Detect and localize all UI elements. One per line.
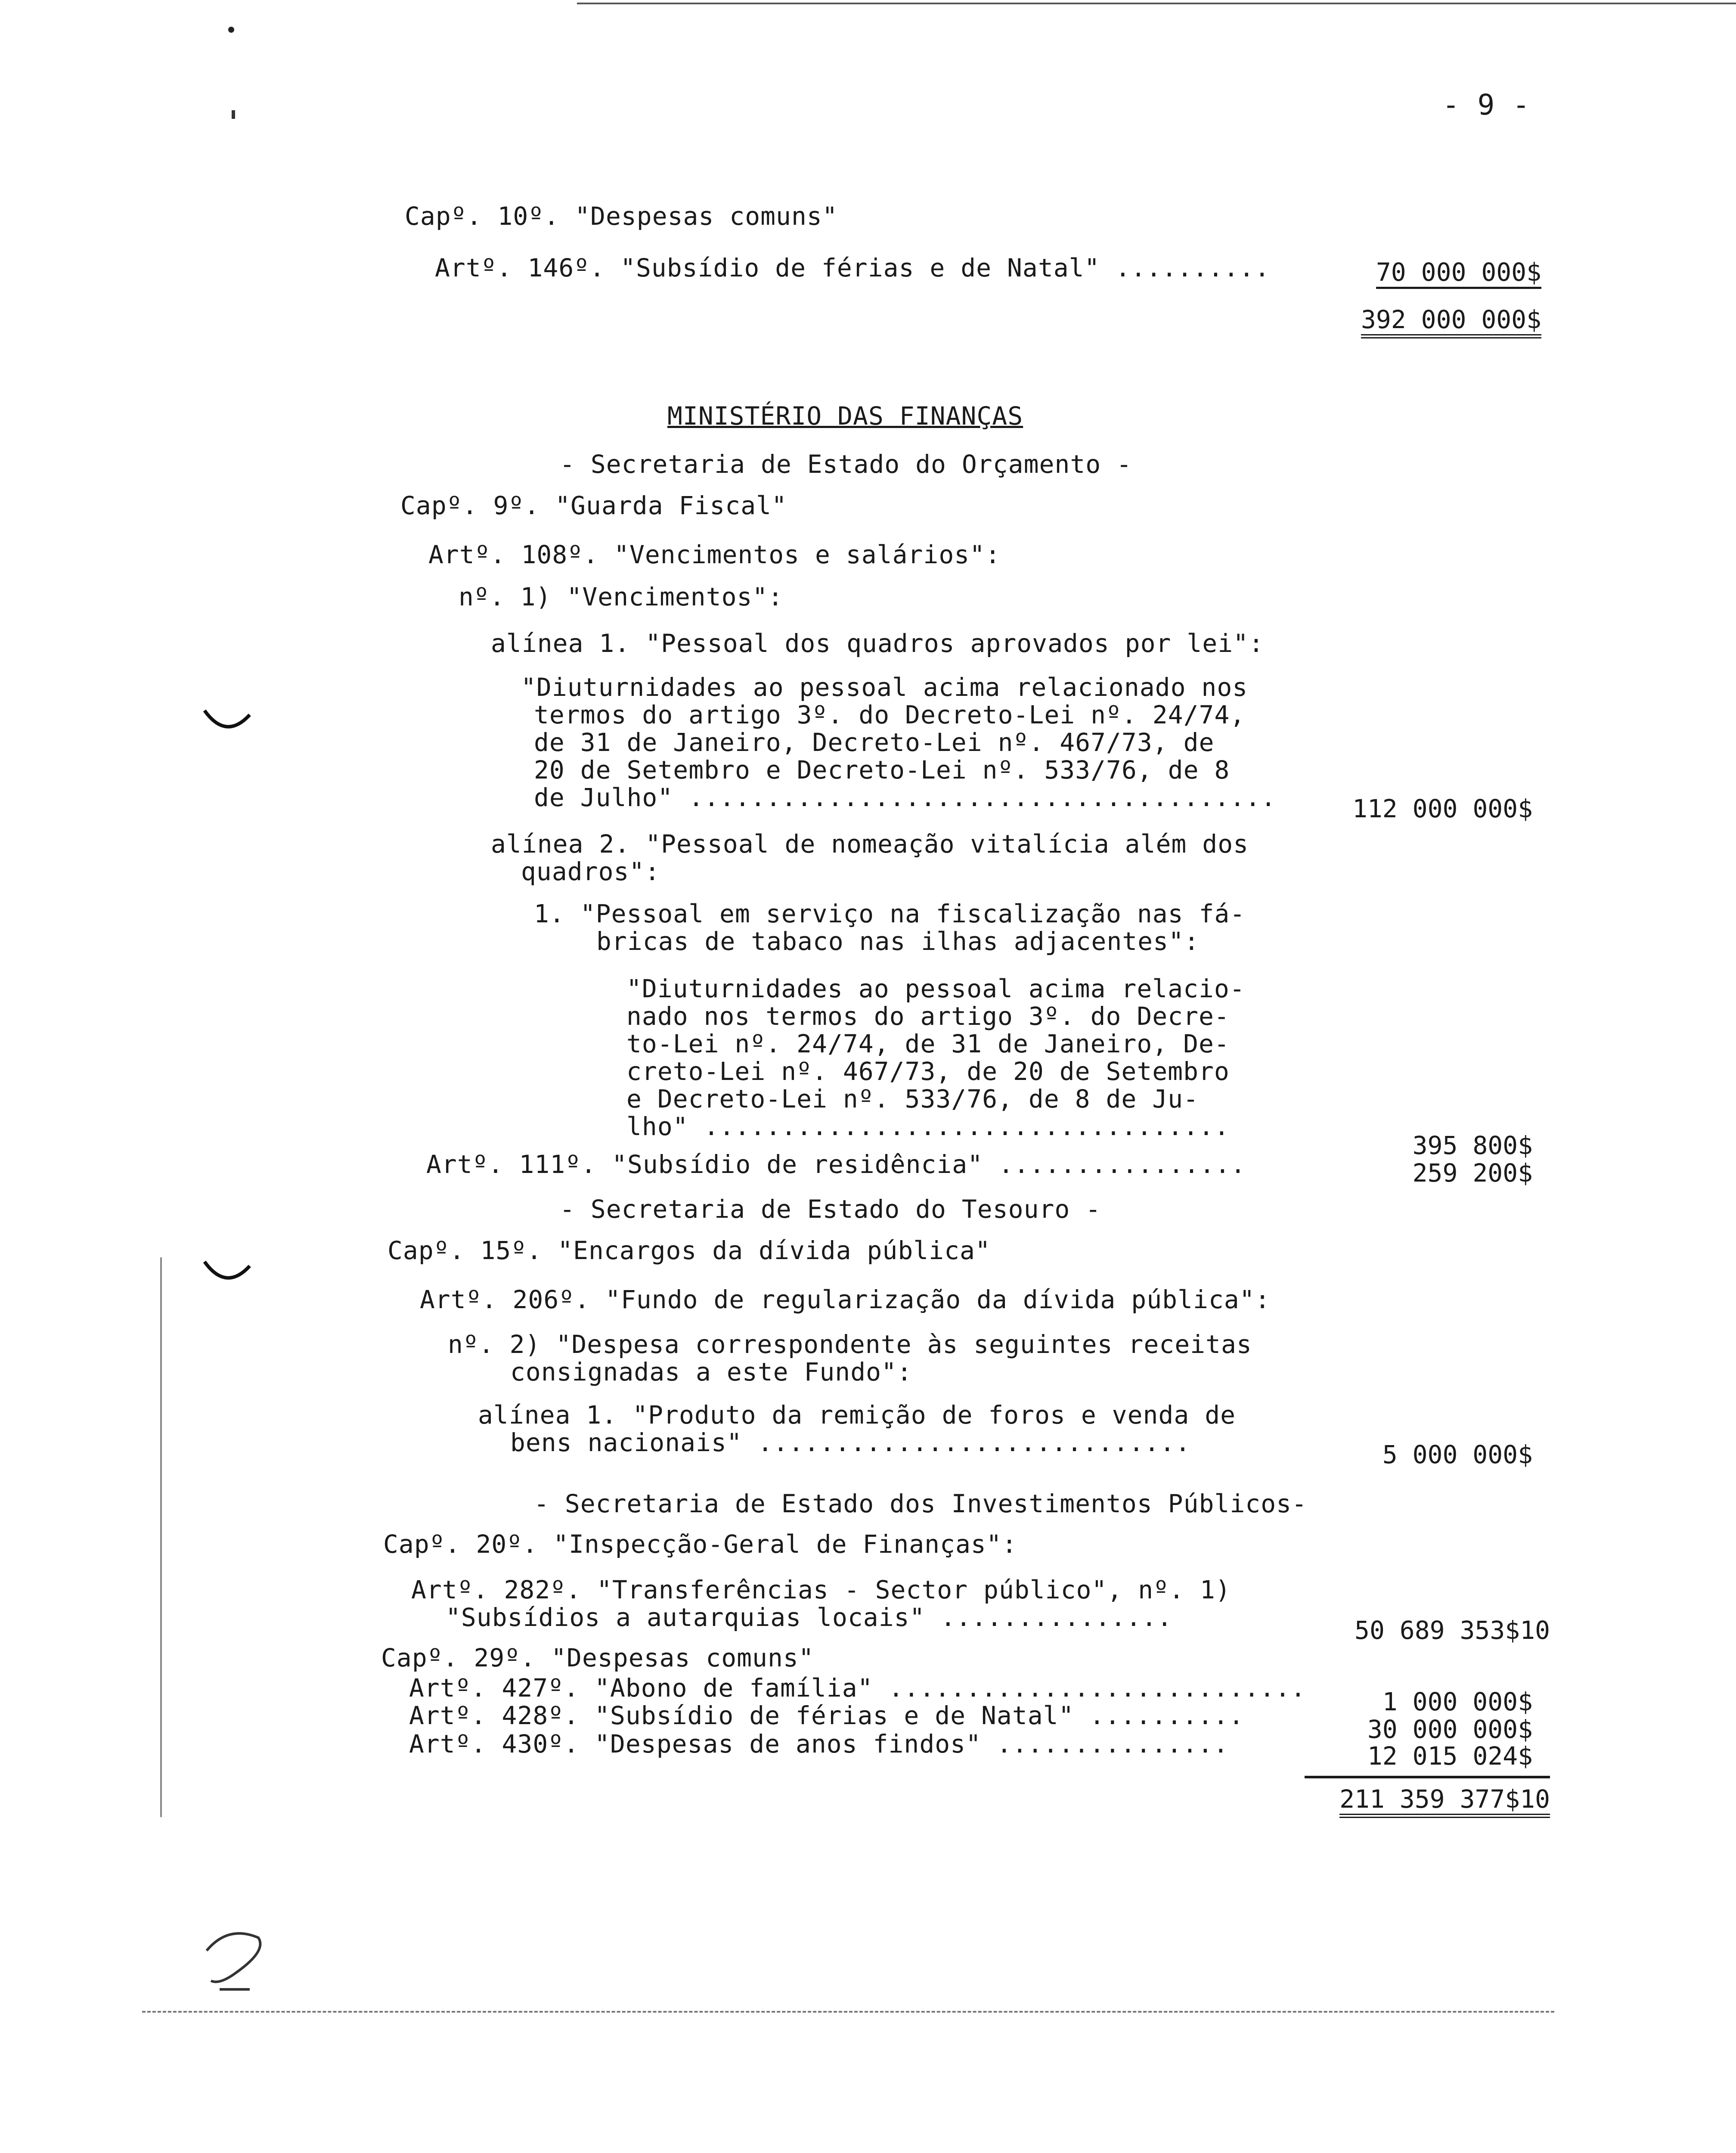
cap-29-heading: Capº. 29º. "Despesas comuns" [381, 1643, 814, 1672]
diuturnidades-1-line-3: de 31 de Janeiro, Decreto-Lei nº. 467/73, de [534, 728, 1215, 757]
art-146-amount-value: 70 000 000$ [1376, 257, 1541, 289]
secretaria-investimentos: - Secretaria de Estado dos Investimentos Públicos- [534, 1489, 1307, 1518]
art-111-amount: 259 200$ [1412, 1158, 1533, 1188]
scan-speck [232, 110, 235, 119]
art-282-line-2: "Subsídios a autarquias locais" ............... [446, 1603, 1173, 1632]
diuturnidades-2-line-3: to-Lei nº. 24/74, de 31 de Janeiro, De- [626, 1029, 1230, 1058]
item-1-line-2: bricas de tabaco nas ilhas adjacentes": [596, 927, 1200, 956]
section-1-total [1300, 306, 1541, 333]
art-427-line: Artº. 427º. "Abono de família" ........................... [409, 1673, 1306, 1703]
art-428-line: Artº. 428º. "Subsídio de férias e de Natal" .......... [409, 1701, 1244, 1730]
art-108-line: Artº. 108º. "Vencimentos e salários": [428, 540, 1001, 569]
bottom-dashed-line [142, 2011, 1554, 2013]
cap-10-heading: Capº. 10º. "Despesas comuns" [405, 202, 838, 231]
alinea-2-line-1: alínea 2. "Pessoal de nomeação vitalícia além dos [491, 829, 1249, 859]
ministry-title: MINISTÉRIO DAS FINANÇAS [667, 401, 1023, 431]
art-430-line: Artº. 430º. "Despesas de anos findos" ............... [409, 1729, 1229, 1759]
section-2-total [1309, 1785, 1550, 1813]
diuturnidades-2-line-5: e Decreto-Lei nº. 533/76, de 8 de Ju- [626, 1084, 1199, 1114]
n1-line: nº. 1) "Vencimentos": [459, 582, 784, 611]
cap-20-heading: Capº. 20º. "Inspecção-Geral de Finanças": [383, 1529, 1017, 1559]
diuturnidades-1-line-5: de Julho" ...................................... [534, 783, 1277, 812]
art-427-amount: 1 000 000$ [1382, 1687, 1533, 1716]
item-1-line-1: 1. "Pessoal em serviço na fiscalização nas fá- [534, 899, 1246, 928]
secretaria-tesouro: - Secretaria de Estado do Tesouro - [560, 1194, 1101, 1224]
alinea-1b-line-1: alínea 1. "Produto da remição de foros e venda de [478, 1400, 1236, 1430]
alinea-1-line: alínea 1. "Pessoal dos quadros aprovados por lei": [491, 629, 1264, 658]
cap-9-heading: Capº. 9º. "Guarda Fiscal" [400, 491, 787, 520]
diuturnidades-1-line-1: "Diuturnidades ao pessoal acima relacionado nos [521, 673, 1248, 702]
art-206-line: Artº. 206º. "Fundo de regularização da dívida pública": [420, 1285, 1271, 1314]
top-edge-line [577, 3, 1736, 4]
n2-line-2: consignadas a este Fundo": [510, 1357, 912, 1387]
alinea-1b-line-2: bens nacionais" ............................ [510, 1428, 1191, 1457]
diuturnidades-1-amount: 112 000 000$ [1352, 794, 1533, 823]
art-428-amount: 30 000 000$ [1367, 1715, 1533, 1744]
diuturnidades-2-amount: 395 800$ [1412, 1131, 1533, 1160]
alinea-1b-amount: 5 000 000$ [1382, 1440, 1533, 1469]
section-2-total-value: 211 359 377$10 [1339, 1784, 1550, 1818]
art-282-amount: 50 689 353$10 [1355, 1616, 1550, 1645]
alinea-2-line-2: quadros": [521, 857, 660, 886]
scan-speck [228, 27, 234, 33]
diuturnidades-2-line-1: "Diuturnidades ao pessoal acima relacio- [626, 974, 1245, 1003]
handwritten-initial [194, 1925, 276, 1998]
section-1-total-value: 392 000 000$ [1361, 305, 1541, 338]
cap-15-heading: Capº. 15º. "Encargos da dívida pública" [388, 1236, 991, 1265]
art-282-line-1: Artº. 282º. "Transferências - Sector público", nº. 1) [411, 1575, 1231, 1604]
sum-rule [1305, 1776, 1550, 1778]
diuturnidades-2-line-4: creto-Lei nº. 467/73, de 20 de Setembro [626, 1057, 1230, 1086]
diuturnidades-1-line-4: 20 de Setembro e Decreto-Lei nº. 533/76, de 8 [534, 755, 1230, 785]
page-number: - 9 - [1442, 88, 1530, 121]
left-margin-rule [160, 1257, 162, 1817]
secretaria-orcamento: - Secretaria de Estado do Orçamento - [560, 450, 1132, 479]
punch-hole-mark-2 [202, 1257, 254, 1287]
diuturnidades-1-line-2: termos do artigo 3º. do Decreto-Lei nº. 24/74, [534, 700, 1246, 729]
diuturnidades-2-line-6: lho" .................................. [626, 1112, 1230, 1141]
art-111-line: Artº. 111º. "Subsídio de residência" ................ [426, 1150, 1246, 1179]
art-146-line: Artº. 146º. "Subsídio de férias e de Natal" .......... [435, 253, 1270, 282]
diuturnidades-2-line-2: nado nos termos do artigo 3º. do Decre- [626, 1002, 1230, 1031]
art-430-amount: 12 015 024$ [1367, 1741, 1533, 1771]
punch-hole-mark-1 [202, 706, 254, 736]
art-146-amount [1300, 258, 1541, 286]
n2-line-1: nº. 2) "Despesa correspondente às seguintes receitas [448, 1330, 1252, 1359]
